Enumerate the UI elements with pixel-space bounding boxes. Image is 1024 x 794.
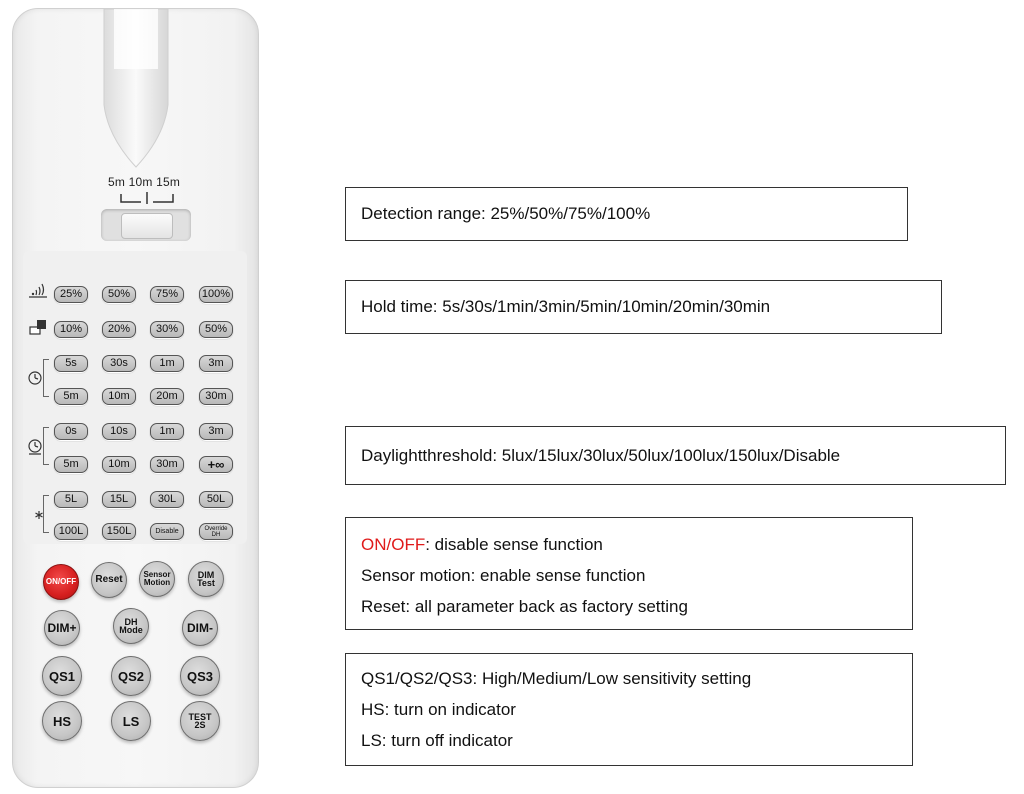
daylight-threshold-text: Daylightthreshold: 5lux/15lux/30lux/50lux/100lux/150lux/Disable [361, 446, 841, 465]
dh-mode-button[interactable] [113, 608, 149, 644]
dim-test-button[interactable] [188, 561, 224, 597]
onoff-button[interactable]: ON/OFF [43, 564, 79, 600]
sensor-line: Sensor motion: enable sense function [361, 566, 646, 585]
range-bracket-icon [119, 190, 175, 206]
sensitivity-box [345, 653, 913, 766]
sensor-lens [102, 9, 170, 169]
key-brightness-10[interactable]: 10% [54, 321, 88, 338]
key-standby-3m[interactable]: 3m [199, 423, 233, 440]
key-hold-1m[interactable]: 1m [150, 355, 184, 372]
detection-range-icon [27, 283, 49, 299]
key-lux-50[interactable]: 50L [199, 491, 233, 508]
onoff-label: ON/OFF [361, 535, 426, 554]
hold-time-brace [43, 359, 49, 397]
key-standby-5m[interactable]: 5m [54, 456, 88, 473]
key-override-dh-line2: DH [211, 532, 221, 538]
qs-line: QS1/QS2/QS3: High/Medium/Low sensitivity setting [361, 669, 752, 688]
hold-time-text: Hold time: 5s/30s/1min/3min/5min/10min/20min/30min [361, 297, 771, 316]
key-hold-30m[interactable]: 30m [199, 388, 233, 405]
key-brightness-20[interactable]: 20% [102, 321, 136, 338]
key-hold-30s[interactable]: 30s [102, 355, 136, 372]
key-standby-30m[interactable]: 30m [150, 456, 184, 473]
daylight-brace [43, 495, 49, 533]
hold-time-clock-icon [27, 369, 43, 385]
function-box [345, 517, 913, 630]
reset-line: Reset: all parameter back as factory setting [361, 597, 688, 616]
key-lux-disable[interactable]: Disable [150, 523, 184, 540]
key-hold-5s[interactable]: 5s [54, 355, 88, 372]
key-override-dh-line1: Override [204, 526, 228, 532]
sensor-motion-button[interactable] [139, 561, 175, 597]
range-labels: 5m 10m 15m [107, 175, 181, 189]
hold-time-box [345, 280, 942, 334]
brightness-icon [29, 319, 47, 335]
onoff-line [361, 529, 912, 560]
test-2s-button[interactable] [180, 701, 220, 741]
key-detection-25[interactable]: 25% [54, 286, 88, 303]
key-standby-infinite[interactable]: +∞ [199, 456, 233, 473]
key-lux-100[interactable]: 100L [54, 523, 88, 540]
key-detection-100[interactable]: 100% [199, 286, 233, 303]
key-override-dh[interactable] [199, 523, 233, 540]
hs-button[interactable]: HS [42, 701, 82, 741]
key-standby-0s[interactable]: 0s [54, 423, 88, 440]
key-lux-15[interactable]: 15L [102, 491, 136, 508]
daylight-threshold-box [345, 426, 1006, 485]
range-switch-knob[interactable] [121, 213, 173, 239]
range-switch[interactable] [101, 209, 191, 241]
dim-test-label: DIM Test [197, 570, 215, 588]
ls-line: LS: turn off indicator [361, 731, 513, 750]
qs1-button[interactable]: QS1 [42, 656, 82, 696]
standby-brace [43, 427, 49, 465]
key-lux-5[interactable]: 5L [54, 491, 88, 508]
key-hold-20m[interactable]: 20m [150, 388, 184, 405]
key-standby-10s[interactable]: 10s [102, 423, 136, 440]
key-hold-3m[interactable]: 3m [199, 355, 233, 372]
key-lux-150[interactable]: 150L [102, 523, 136, 540]
daylight-moon-sun-icon [26, 507, 44, 523]
key-detection-75[interactable]: 75% [150, 286, 184, 303]
settings-panel [23, 251, 247, 544]
key-lux-30[interactable]: 30L [150, 491, 184, 508]
key-hold-5m[interactable]: 5m [54, 388, 88, 405]
dh-mode-label: DH Mode [119, 617, 143, 635]
dim-minus-button[interactable]: DIM- [182, 610, 218, 646]
qs3-button[interactable]: QS3 [180, 656, 220, 696]
key-standby-1m[interactable]: 1m [150, 423, 184, 440]
sensor-motion-label: Sensor Motion [143, 570, 171, 587]
standby-clock-icon [27, 438, 43, 456]
qs2-button[interactable]: QS2 [111, 656, 151, 696]
key-hold-10m[interactable]: 10m [102, 388, 136, 405]
detection-range-box [345, 187, 908, 241]
key-detection-50[interactable]: 50% [102, 286, 136, 303]
ls-button[interactable]: LS [111, 701, 151, 741]
key-brightness-50[interactable]: 50% [199, 321, 233, 338]
onoff-desc: : disable sense function [425, 535, 603, 554]
test-2s-label: TEST 2S [188, 712, 212, 730]
hs-line: HS: turn on indicator [361, 700, 516, 719]
reset-button[interactable]: Reset [91, 562, 127, 598]
key-standby-10m[interactable]: 10m [102, 456, 136, 473]
dim-plus-button[interactable]: DIM+ [44, 610, 80, 646]
remote-control [12, 8, 259, 788]
key-brightness-30[interactable]: 30% [150, 321, 184, 338]
detection-range-text: Detection range: 25%/50%/75%/100% [361, 204, 651, 223]
